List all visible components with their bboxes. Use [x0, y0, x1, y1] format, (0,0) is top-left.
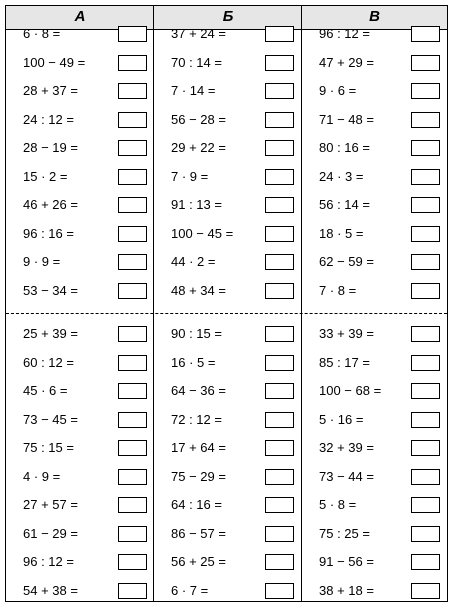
- exercise-row: [171, 495, 297, 515]
- exercise-row: [23, 552, 149, 572]
- answer-box[interactable]: [118, 469, 147, 485]
- answer-box[interactable]: [411, 583, 440, 599]
- exercise-expression: 73 − 45 =: [23, 412, 78, 427]
- exercise-expression: 7 · 8 =: [319, 283, 357, 298]
- exercise-expression: 91 − 56 =: [319, 554, 374, 569]
- answer-box[interactable]: [118, 583, 147, 599]
- exercise-row: [23, 353, 149, 373]
- exercise-expression: 46 + 26 =: [23, 197, 78, 212]
- exercise-row: [171, 224, 297, 244]
- answer-box[interactable]: [411, 55, 440, 71]
- answer-box[interactable]: [411, 112, 440, 128]
- answer-box[interactable]: [265, 383, 294, 399]
- exercise-row: [171, 167, 297, 187]
- exercise-row: [319, 552, 445, 572]
- exercise-expression: 6 · 7 =: [171, 583, 209, 598]
- answer-box[interactable]: [118, 526, 147, 542]
- exercise-expression: 37 + 24 =: [171, 26, 226, 41]
- exercise-row: [319, 438, 445, 458]
- exercise-expression: 70 : 14 =: [171, 55, 222, 70]
- exercise-row: [23, 224, 149, 244]
- exercise-expression: 5 · 8 =: [319, 497, 357, 512]
- answer-box[interactable]: [411, 383, 440, 399]
- exercise-row: [319, 410, 445, 430]
- exercise-row: [319, 281, 445, 301]
- exercise-row: [171, 552, 297, 572]
- exercise-expression: 9 · 9 =: [23, 254, 61, 269]
- exercise-row: [23, 81, 149, 101]
- exercise-expression: 72 : 12 =: [171, 412, 222, 427]
- exercise-row: [319, 581, 445, 601]
- exercise-row: [23, 438, 149, 458]
- answer-box[interactable]: [411, 440, 440, 456]
- exercise-row: [171, 81, 297, 101]
- exercise-expression: 6 · 8 =: [23, 26, 61, 41]
- exercise-row: [319, 195, 445, 215]
- answer-box[interactable]: [411, 283, 440, 299]
- exercise-row: [319, 81, 445, 101]
- answer-box[interactable]: [265, 254, 294, 270]
- answer-box[interactable]: [411, 226, 440, 242]
- answer-box[interactable]: [411, 254, 440, 270]
- exercise-row: [319, 252, 445, 272]
- answer-box[interactable]: [118, 554, 147, 570]
- exercise-row: [171, 467, 297, 487]
- exercise-row: [171, 581, 297, 601]
- answer-box[interactable]: [118, 226, 147, 242]
- exercise-expression: 44 · 2 =: [171, 254, 216, 269]
- answer-box[interactable]: [118, 55, 147, 71]
- exercise-expression: 56 : 14 =: [319, 197, 370, 212]
- exercise-row: [171, 524, 297, 544]
- answer-box[interactable]: [411, 469, 440, 485]
- exercise-expression: 17 + 64 =: [171, 440, 226, 455]
- answer-box[interactable]: [265, 283, 294, 299]
- exercise-expression: 86 − 57 =: [171, 526, 226, 541]
- exercise-expression: 56 − 28 =: [171, 112, 226, 127]
- exercise-expression: 75 − 29 =: [171, 469, 226, 484]
- answer-box[interactable]: [118, 283, 147, 299]
- answer-box[interactable]: [118, 254, 147, 270]
- answer-box[interactable]: [265, 326, 294, 342]
- exercise-expression: 96 : 12 =: [23, 554, 74, 569]
- answer-box[interactable]: [265, 583, 294, 599]
- answer-box[interactable]: [265, 55, 294, 71]
- exercise-row: [23, 581, 149, 601]
- exercise-expression: 29 + 22 =: [171, 140, 226, 155]
- exercise-expression: 71 − 48 =: [319, 112, 374, 127]
- exercise-expression: 4 · 9 =: [23, 469, 61, 484]
- answer-box[interactable]: [265, 140, 294, 156]
- exercise-row: [319, 381, 445, 401]
- exercise-row: [171, 138, 297, 158]
- answer-box[interactable]: [265, 412, 294, 428]
- exercise-expression: 28 − 19 =: [23, 140, 78, 155]
- exercise-expression: 90 : 15 =: [171, 326, 222, 341]
- exercise-row: [319, 495, 445, 515]
- exercise-expression: 5 · 16 =: [319, 412, 364, 427]
- answer-box[interactable]: [411, 355, 440, 371]
- section-divider: [6, 313, 447, 314]
- exercise-expression: 96 : 12 =: [319, 26, 370, 41]
- answer-box[interactable]: [265, 112, 294, 128]
- answer-box[interactable]: [411, 169, 440, 185]
- column-header-a: А: [74, 8, 86, 25]
- exercise-expression: 96 : 16 =: [23, 226, 74, 241]
- exercise-row: [23, 381, 149, 401]
- exercise-row: [23, 53, 149, 73]
- exercise-row: [319, 324, 445, 344]
- answer-box[interactable]: [411, 83, 440, 99]
- exercise-row: [23, 524, 149, 544]
- exercise-expression: 7 · 14 =: [171, 83, 216, 98]
- answer-box[interactable]: [411, 140, 440, 156]
- exercise-row: [23, 195, 149, 215]
- answer-box[interactable]: [118, 169, 147, 185]
- exercise-row: [23, 410, 149, 430]
- answer-box[interactable]: [118, 140, 147, 156]
- exercise-row: [171, 195, 297, 215]
- answer-box[interactable]: [265, 226, 294, 242]
- column-divider: [301, 6, 302, 601]
- exercise-expression: 60 : 12 =: [23, 355, 74, 370]
- exercise-row: [23, 495, 149, 515]
- answer-box[interactable]: [118, 83, 147, 99]
- exercise-row: [319, 138, 445, 158]
- exercise-expression: 75 : 25 =: [319, 526, 370, 541]
- exercise-row: [171, 353, 297, 373]
- exercise-expression: 16 · 5 =: [171, 355, 216, 370]
- exercise-row: [319, 167, 445, 187]
- exercise-row: [171, 438, 297, 458]
- answer-box[interactable]: [118, 197, 147, 213]
- exercise-expression: 24 : 12 =: [23, 112, 74, 127]
- exercise-row: [319, 524, 445, 544]
- exercise-expression: 7 · 9 =: [171, 169, 209, 184]
- answer-box[interactable]: [411, 26, 440, 42]
- exercise-expression: 24 · 3 =: [319, 169, 364, 184]
- exercise-row: [23, 138, 149, 158]
- exercise-expression: 85 : 17 =: [319, 355, 370, 370]
- answer-box[interactable]: [411, 412, 440, 428]
- exercise-expression: 33 + 39 =: [319, 326, 374, 341]
- exercise-expression: 61 − 29 =: [23, 526, 78, 541]
- answer-box[interactable]: [411, 526, 440, 542]
- exercise-expression: 64 − 36 =: [171, 383, 226, 398]
- column-divider: [153, 6, 154, 601]
- answer-box[interactable]: [411, 497, 440, 513]
- worksheet: [5, 5, 448, 602]
- column-header-v: В: [369, 8, 380, 25]
- exercise-expression: 91 : 13 =: [171, 197, 222, 212]
- exercise-row: [171, 281, 297, 301]
- exercise-expression: 27 + 57 =: [23, 497, 78, 512]
- exercise-expression: 100 − 68 =: [319, 383, 382, 398]
- exercise-expression: 18 · 5 =: [319, 226, 364, 241]
- exercise-expression: 32 + 39 =: [319, 440, 374, 455]
- exercise-row: [319, 110, 445, 130]
- exercise-row: [171, 110, 297, 130]
- exercise-row: [319, 224, 445, 244]
- answer-box[interactable]: [265, 169, 294, 185]
- answer-box[interactable]: [118, 326, 147, 342]
- answer-box[interactable]: [265, 197, 294, 213]
- exercise-row: [319, 24, 445, 44]
- answer-box[interactable]: [118, 440, 147, 456]
- exercise-row: [23, 324, 149, 344]
- exercise-row: [319, 353, 445, 373]
- exercise-expression: 80 : 16 =: [319, 140, 370, 155]
- answer-box[interactable]: [265, 469, 294, 485]
- exercise-row: [319, 467, 445, 487]
- exercise-expression: 48 + 34 =: [171, 283, 226, 298]
- answer-box[interactable]: [118, 26, 147, 42]
- answer-box[interactable]: [118, 497, 147, 513]
- answer-box[interactable]: [411, 197, 440, 213]
- exercise-expression: 64 : 16 =: [171, 497, 222, 512]
- exercise-row: [23, 110, 149, 130]
- exercise-row: [23, 24, 149, 44]
- exercise-expression: 15 · 2 =: [23, 169, 68, 184]
- exercise-row: [171, 24, 297, 44]
- answer-box[interactable]: [118, 112, 147, 128]
- exercise-row: [171, 53, 297, 73]
- answer-box[interactable]: [411, 326, 440, 342]
- exercise-expression: 100 − 45 =: [171, 226, 234, 241]
- exercise-expression: 53 − 34 =: [23, 283, 78, 298]
- answer-box[interactable]: [265, 83, 294, 99]
- exercise-expression: 9 · 6 =: [319, 83, 357, 98]
- answer-box[interactable]: [265, 355, 294, 371]
- exercise-row: [171, 252, 297, 272]
- exercise-expression: 73 − 44 =: [319, 469, 374, 484]
- column-header-b: Б: [222, 8, 234, 25]
- exercise-row: [23, 167, 149, 187]
- exercise-expression: 38 + 18 =: [319, 583, 374, 598]
- answer-box[interactable]: [265, 26, 294, 42]
- answer-box[interactable]: [118, 412, 147, 428]
- answer-box[interactable]: [118, 383, 147, 399]
- exercise-row: [319, 53, 445, 73]
- exercise-expression: 100 − 49 =: [23, 55, 86, 70]
- exercise-expression: 47 + 29 =: [319, 55, 374, 70]
- exercise-row: [171, 324, 297, 344]
- exercise-row: [23, 467, 149, 487]
- answer-box[interactable]: [118, 355, 147, 371]
- exercise-row: [23, 281, 149, 301]
- exercise-row: [171, 410, 297, 430]
- answer-box[interactable]: [265, 526, 294, 542]
- exercise-row: [23, 252, 149, 272]
- exercise-expression: 75 : 15 =: [23, 440, 74, 455]
- exercise-row: [171, 381, 297, 401]
- exercise-expression: 54 + 38 =: [23, 583, 78, 598]
- answer-box[interactable]: [411, 554, 440, 570]
- exercise-expression: 28 + 37 =: [23, 83, 78, 98]
- exercise-expression: 25 + 39 =: [23, 326, 78, 341]
- exercise-expression: 62 − 59 =: [319, 254, 374, 269]
- answer-box[interactable]: [265, 554, 294, 570]
- exercise-expression: 56 + 25 =: [171, 554, 226, 569]
- exercise-expression: 45 · 6 =: [23, 383, 68, 398]
- answer-box[interactable]: [265, 497, 294, 513]
- answer-box[interactable]: [265, 440, 294, 456]
